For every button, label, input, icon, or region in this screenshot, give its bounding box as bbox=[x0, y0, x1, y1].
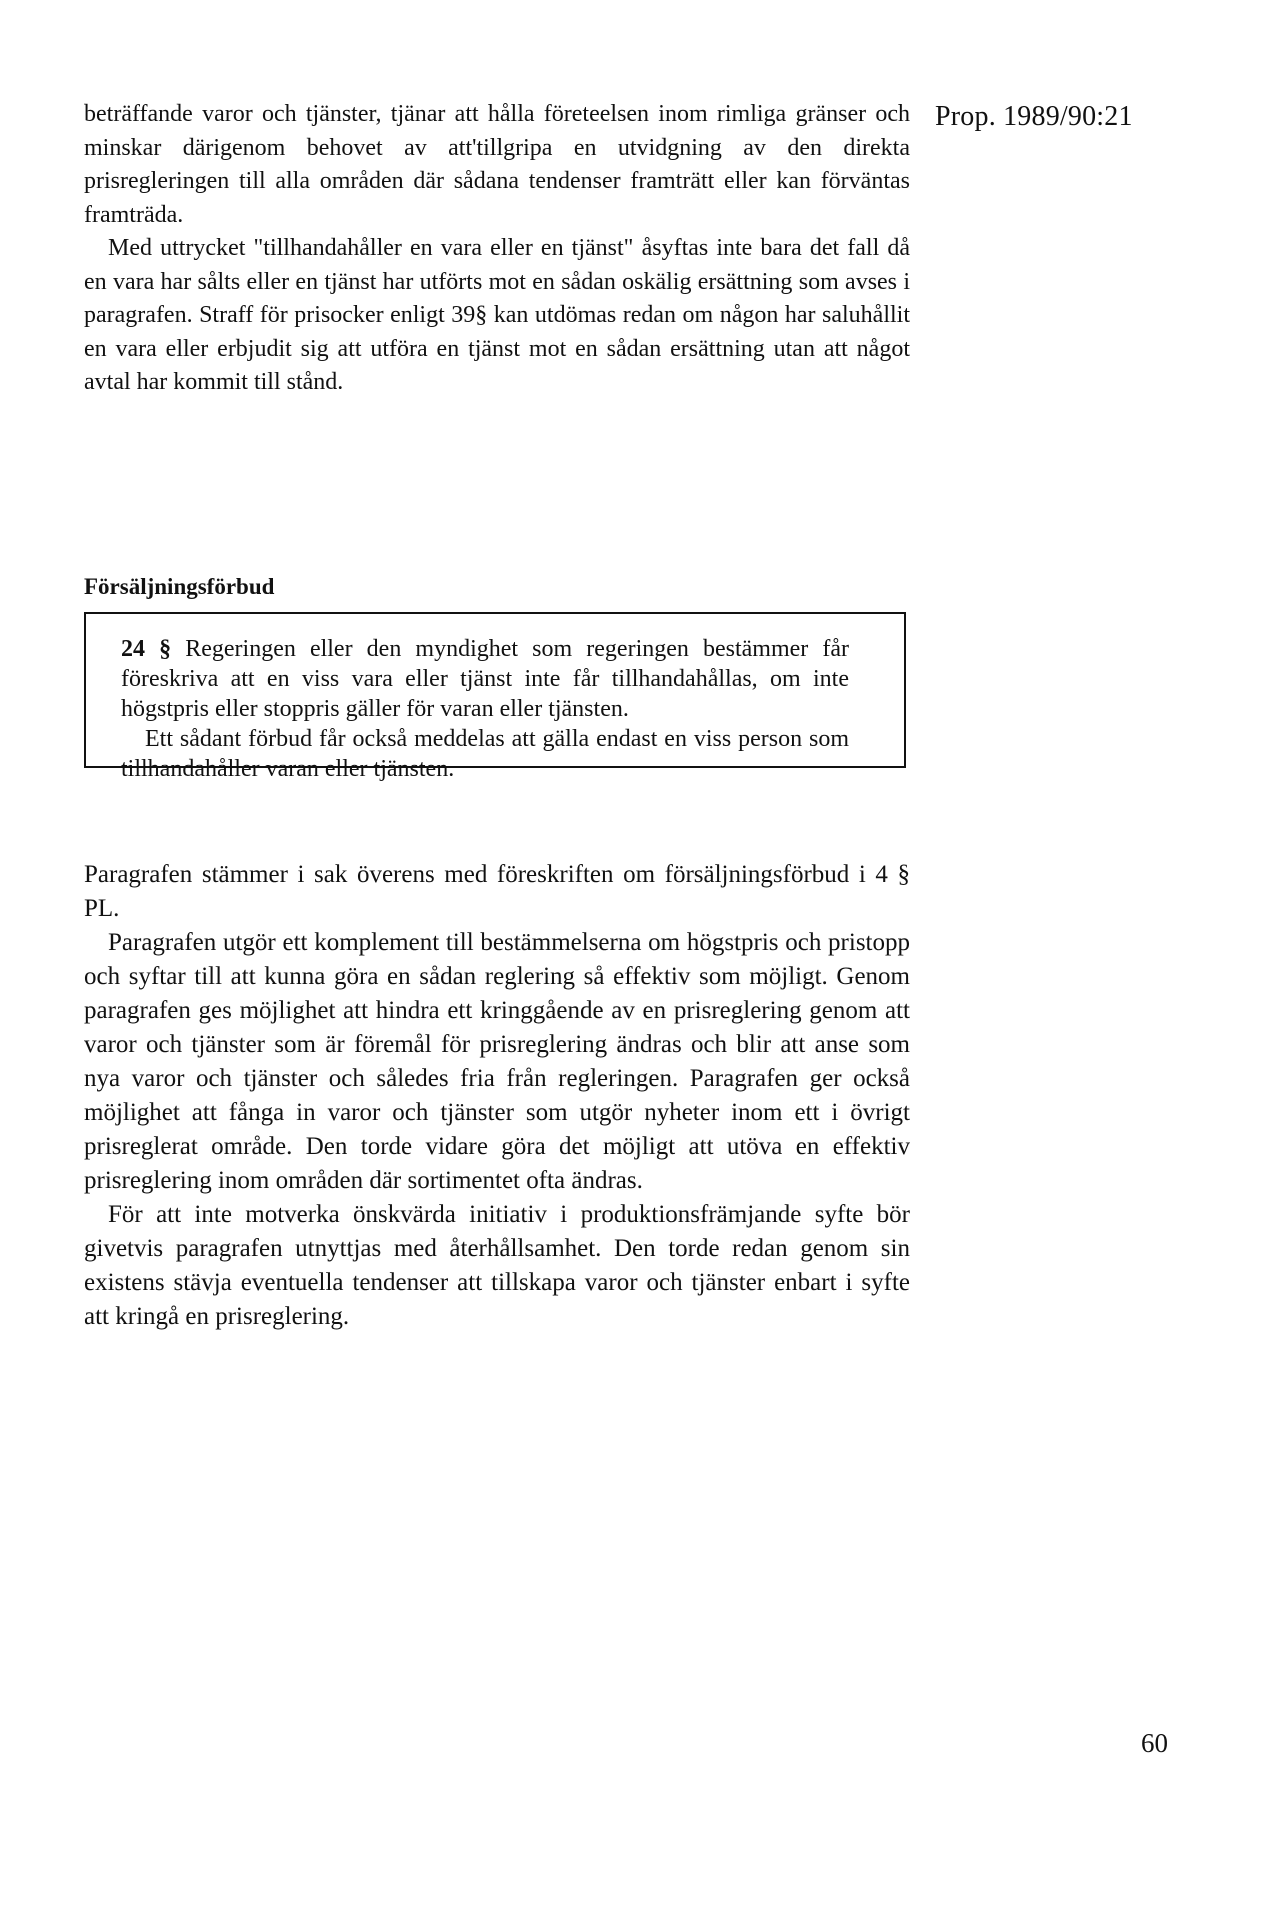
intro-paragraph-1: beträffande varor och tjänster, tjänar att hålla företeelsen inom rimliga gränser och minskar därigenom behovet av att'tillgripa en utvidgning av den direkta prisregleringen till alla områden där sådana tendenser framträtt eller kan förväntas framträda. bbox=[84, 101, 910, 228]
section-heading: Försäljningsförbud bbox=[84, 574, 275, 599]
commentary-text-block bbox=[84, 858, 910, 1334]
statute-paragraph-2: Ett sådant förbud får också meddelas att gälla endast en viss person som tillhandahåller varan eller tjänsten. bbox=[121, 726, 849, 782]
commentary-paragraph-3: För att inte motverka önskvärda initiativ i produktionsfrämjande syfte bör givetvis paragrafen utnyttjas med återhållsamhet. Den torde redan genom sin existens stävja eventuella tendenser att tillskapa varor och tjänster enbart i syfte att kringå en prisreglering. bbox=[84, 1201, 910, 1330]
paragraph-number: 24 § bbox=[121, 636, 172, 662]
intro-paragraph-2: Med uttrycket "tillhandahåller en vara eller en tjänst" åsyftas inte bara det fall då en vara har sålts eller en tjänst har utförts mot en sådan oskälig ersättning som avses i paragrafen. Straff för prisocker enligt 39§ kan utdömas redan om någon har saluhållit en vara eller erbjudit sig att utföra en tjänst mot en sådan ersättning utan att något avtal har kommit till stånd. bbox=[84, 235, 910, 395]
intro-text-block bbox=[84, 98, 910, 400]
commentary-paragraph-1: Paragrafen stämmer i sak överens med föreskriften om försäljningsförbud i 4 § PL. bbox=[84, 861, 910, 922]
proposition-reference: Prop. 1989/90:21 bbox=[935, 101, 1133, 132]
statute-text-1: Regeringen eller den myndighet som regeringen bestämmer får föreskriva att en viss vara eller tjänst inte får tillhandahållas, om inte högstpris eller stoppris gäller för varan eller tjänsten. bbox=[121, 636, 850, 722]
statute-paragraph-1 bbox=[121, 634, 849, 724]
commentary-paragraph-2: Paragrafen utgör ett komplement till bestämmelserna om högstpris och pristopp och syftar till att kunna göra en sådan reglering så effektiv som möjligt. Genom paragrafen ges möjlighet att hindra ett kringgående av en prisreglering genom att varor och tjänster som är föremål för prisreglering ändras och blir att anse som nya varor och tjänster och således fria från regleringen. Paragrafen ger också möjlighet att fånga in varor och tjänster som utgör nyheter inom ett i övrigt prisreglerat område. Den torde vidare göra det möjligt att utöva en effektiv prisreglering inom områden där sortimentet ofta ändras. bbox=[84, 929, 910, 1194]
page-number: 60 bbox=[1141, 1728, 1168, 1758]
statute-text bbox=[121, 634, 849, 784]
statute-text-box bbox=[84, 612, 906, 782]
